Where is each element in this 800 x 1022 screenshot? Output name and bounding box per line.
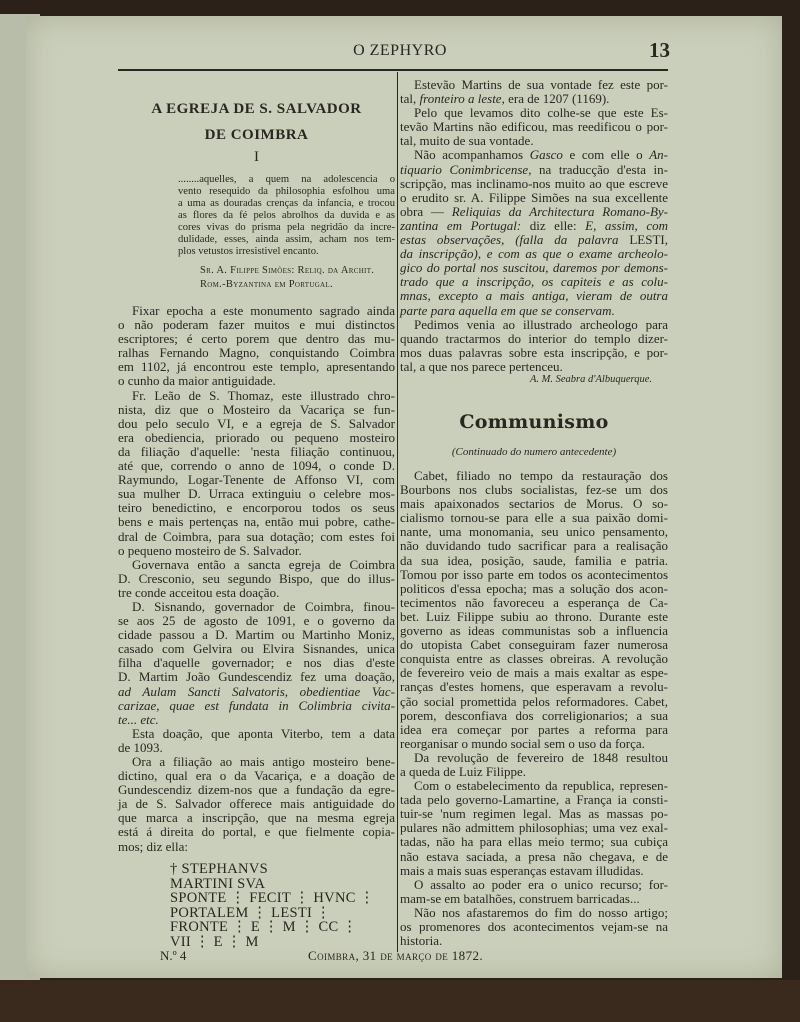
text-line: tal, muito de sua vontade. [400, 133, 534, 149]
text-line: vento resequido da philosophia esfolhou uma [178, 186, 395, 197]
paragraph [118, 304, 395, 389]
paragraph [118, 600, 395, 727]
title-line: DE COIMBRA [204, 127, 309, 143]
italic-text: E, assim, com [585, 217, 669, 233]
inscription-line: SPONTE ⋮ FECIT ⋮ HVNC ⋮ [170, 890, 375, 907]
text-line: ........aquelles, a quem na adolescencia o [178, 174, 395, 185]
text-line: cores vivas do prisma pela negridão da incre- [178, 222, 395, 233]
text-line: tuir-se 'num regimen legal. Mas as massas po- [400, 806, 668, 822]
left-body [118, 304, 395, 854]
inscription [170, 862, 390, 950]
paragraph [118, 389, 395, 558]
text-line: conquista entre as classes obreiras. A revolução [400, 651, 668, 667]
italic-text: An- [649, 147, 668, 163]
italic-text: gico do portal nos suscitou, daremos por demons- [400, 260, 668, 276]
text-line: não estava saciada, a presa não chegava, e de [400, 848, 668, 864]
text-line [400, 247, 668, 261]
text-line: politicos d'essa epocha; mas a solução dos acon- [400, 580, 668, 596]
article-title [118, 96, 395, 148]
text-line: Pedimos venia ao illustrado archeologo para [414, 316, 668, 332]
text-line: obra — Reliquias da Architectura Romano-By- [400, 203, 668, 219]
text-line: nante, uma monomania, seu unico pensamento, [400, 524, 668, 540]
text-line: D. Martim João Gundescendiz fez uma doação, [118, 669, 395, 685]
text-line: as flores da fé pelos abrolhos da duvida e as [178, 210, 395, 221]
text-line: reorganisar o mundo social sem o uso da força. [400, 735, 645, 751]
title-line: A EGREJA DE S. SALVADOR [151, 101, 362, 117]
text-line: Gundescendiz dizem-nos que a fundação da egre- [118, 782, 395, 798]
text-line: de fevereiro veio de mais a mais exaltar as espe- [400, 665, 668, 681]
issue-number: N.º 4 [160, 948, 187, 963]
italic-text: te... etc. [118, 711, 159, 727]
italic-text: tiquario Conimbricense [400, 161, 529, 177]
text-line: tecimentos não favoreceu a esperança de Ca- [400, 594, 668, 610]
text-line: a uma as douradas crenças da infancia, e trocou [178, 198, 395, 209]
communismo-subtitle: (Continuado do numero antecedente) [451, 446, 617, 458]
italic-text: carizae, quae est fundata in Colimbria civita- [118, 697, 395, 713]
communismo-title: Communismo [459, 411, 609, 433]
paragraph [400, 469, 668, 751]
text-line: idea era começar por partes a reforma para [400, 721, 668, 737]
text-line: teiro benedictino, e encorporou todos os seus [118, 500, 395, 516]
text-line: mais apaixonados sectarios de Morus. O so- [400, 496, 668, 512]
text-line: bens e mais pertenças na, então mui pobre, cathe- [118, 514, 395, 530]
text-line: de 1093. [118, 739, 163, 755]
text-line: pulares não admittem philosophias; uma vez exal- [400, 820, 668, 836]
text-line: historia. [400, 933, 443, 949]
italic-text: parte para aquella em que se conservam. [400, 302, 615, 318]
text-line: da filiação d'aquelle: 'nesta filiação continuou, [118, 443, 395, 459]
text-line: que marca a inscripção, que na mesma egreja [118, 810, 395, 826]
paragraph [118, 755, 395, 854]
text-line: casado com Gelvira ou Elvira Sisnandes, unica [118, 641, 395, 657]
text-line [118, 713, 395, 727]
text-line: mos duas palavras sobre esta inscripção, e por- [400, 344, 668, 360]
publication-title: O ZEPHYRO [353, 42, 447, 59]
text-line: o pequeno mosteiro de S. Salvador. [118, 542, 302, 558]
text-line: Tomou por isso parte em todos os acontecimentos [400, 566, 668, 582]
text-line: zantina em Portugal: diz elle: E, assim, com [400, 217, 669, 233]
text-line [118, 685, 395, 699]
paragraph [178, 174, 395, 258]
text-line: plos vetustos irresistivel encanto. [178, 246, 319, 257]
text-line: em 1102, já encontrou este templo, apresentando [118, 359, 395, 375]
text-line: nista, diz que o Mosteiro da Vacariça se fun- [118, 401, 395, 417]
italic-text: da inscripção), e com as que o exame archeolo- [400, 246, 668, 262]
text-line: a queda de Luiz Filippe. [400, 763, 526, 779]
epigraph [178, 174, 395, 258]
text-line: quando tractarmos do interior do templo dizer- [400, 330, 668, 346]
italic-text: ad Aulam Sancti Salvatoris, obedientiae Vac- [118, 683, 395, 699]
text-line: era obediencia, priorado ou pequeno mosteiro [118, 429, 395, 445]
italic-text: Reliquias da Architectura Romano-By- [451, 203, 668, 219]
text-line: governo as ideas communistas sob a influencia [400, 623, 668, 639]
paragraph [400, 751, 668, 779]
text-line [400, 275, 668, 289]
text-line: ja de S. Salvador offerece mais antiguidade do [118, 796, 395, 812]
text-line: Fixar epocha a este monumento sagrado ainda [132, 303, 395, 318]
text-line [400, 289, 668, 303]
text-line: Fr. Leão de S. Thomaz, este illustrado chro- [132, 387, 395, 403]
attribution-line: Sr. A. Filippe Simões: Reliq. da Archit. [200, 265, 375, 276]
text-line: filha d'aquelle governador; e nos dias d'este [118, 655, 395, 671]
text-line: até que, correndo o anno de 1094, o conde D. [118, 458, 395, 474]
text-line: porem, desconfiava dos correligionarios; a sua [400, 707, 668, 723]
text-line: tal, fronteiro a leste, era de 1207 (1169). [400, 91, 610, 107]
italic-text: estas observações, (falla da palavra [400, 232, 630, 248]
text-line: o não poderam fazer muitos e mui distinctos [118, 317, 395, 333]
text-line: mos; diz ella: [118, 838, 189, 854]
inscription-line: MARTINI SVA [170, 875, 266, 892]
section-number: I [254, 149, 259, 165]
page-number: 13 [649, 38, 670, 62]
paragraph [400, 106, 668, 148]
text-line: escriptores; é certo porem que dentro das mu- [118, 331, 395, 347]
paragraph [118, 558, 395, 600]
left-column [118, 96, 395, 292]
text-line: tre conde acceitou esta doação. [118, 584, 280, 600]
paragraph [400, 779, 668, 878]
paragraph [400, 78, 668, 106]
text-line: ção social promettida pelos reformadores. Cabet, [400, 693, 668, 709]
inscription-line: † STEPHANVS [170, 861, 268, 877]
text-line: cidade passou a D. Martim ou Martinho Moniz, [118, 627, 395, 643]
text-line: cialismo tornou-se para elle a sua paixão domi- [400, 510, 668, 526]
text-line: Ora a filiação ao mais antigo mosteiro bene- [132, 754, 395, 769]
signature: A. M. Seabra d'Albuquerque. [529, 374, 652, 385]
text-line: se aos 25 de agosto de 1091, e o governo da [118, 613, 395, 629]
right-body [400, 78, 668, 374]
italic-text: Gasco [529, 147, 563, 163]
text-line: bet. Luiz Filippe subiu ao throno. Durante este [400, 608, 668, 624]
text-line: tada pelo governo-Lamartine, a França ia consti- [400, 792, 668, 808]
text-line: da sua idea, posição, saude, familia e patria. [400, 552, 668, 568]
text-line: do utopista Cabet conseguiram fazer numerosa [400, 637, 668, 653]
italic-text: zantina em Portugal: [400, 217, 522, 233]
text-line: Da revolução de fevereiro de 1848 resultou [414, 749, 668, 765]
text-line: dictino, qual era o da Vacariça, e a doação de [118, 768, 395, 784]
text-line: está á direita do portal, e que fielmente copia- [118, 824, 395, 840]
text-line [400, 261, 668, 275]
text-line: sua mulher D. Urraca extinguiu o celebre mos- [118, 486, 395, 502]
paragraph [400, 878, 668, 906]
text-line: dou pelo seculo VI, e a egreja de S. Salvador [118, 415, 395, 431]
text-line: Cabet, filiado no tempo da restauração dos [414, 468, 668, 483]
text-line: Estevão Martins de sua vontade fez este por- [414, 77, 668, 92]
text-line: tiquario Conimbricense, na traducção d'esta in- [400, 161, 668, 177]
text-line: mam-se em batalhões, construem barricadas... [400, 890, 640, 906]
text-line: Governava então a sancta egreja de Coimbra [132, 556, 395, 572]
text-line: Esta doação, que aponta Viterbo, tem a data [132, 725, 395, 741]
paragraph [400, 318, 668, 374]
italic-text: fronteiro a leste, [419, 91, 505, 107]
text-line [118, 699, 395, 713]
text-line: mais a mais suas esperanças estavam illudidas. [400, 862, 644, 878]
header-rule [118, 69, 668, 71]
text-line: ralhas Fernando Magno, conquistando Coimbra [118, 345, 395, 361]
text-line: estas observações, (falla da palavra LESTI, [400, 232, 668, 248]
italic-text: trado que a inscripção, os capiteis e as colu- [400, 274, 668, 290]
text-line: o erudito sr. A. Filippe Simões na sua excellente [400, 189, 668, 205]
text-line: D. Cresconio, seu segundo Bispo, que do illus- [118, 570, 395, 586]
inscription-line: FRONTE ⋮ E ⋮ M ⋮ CC ⋮ [170, 919, 358, 936]
text-line: ranças d'estes homens, que esperavam a revolu- [400, 679, 668, 695]
text-line: tadas, não ha para ellas meio termo; sua cubiça [400, 834, 668, 850]
text-line: os promenores dos acontecimentos vejam-se na [400, 919, 668, 934]
text-line: O assalto ao poder era o unico recurso; for- [414, 876, 668, 892]
text-line: dral de Coimbra, para sua dotação; com estes foi [118, 528, 395, 544]
italic-text: mnas, excepto a mais antiga, vieram de outra [400, 288, 668, 304]
dateline: Coimbra, 31 de março de 1872. [308, 948, 484, 963]
column-divider [397, 72, 398, 952]
text-line: tal, a que nos parece pertenceu. [400, 358, 563, 374]
text-line: D. Sisnando, governador de Coimbra, finou- [132, 598, 395, 614]
paragraph [400, 906, 668, 948]
text-line [400, 304, 668, 318]
communismo-body [400, 469, 668, 948]
text-line: Raymundo, Logar-Tenente de Affonso VI, com [118, 472, 395, 488]
text-line: Pelo que levamos dito colhe-se que este Es- [414, 105, 668, 121]
text-line: o cunho da maior antiguidade. [118, 373, 276, 389]
paragraph [118, 727, 395, 755]
scan-background [0, 980, 800, 1022]
text-line: tevão Martins não edificou, mas reedificou o por- [400, 119, 668, 135]
text-line: Bourbons nos clubs socialistas, fez-se um dos [400, 482, 668, 498]
text-line: Com o estabelecimento da republica, represen- [414, 778, 668, 794]
paragraph [400, 148, 668, 317]
attribution-line: Rom.-Byzantina em Portugal. [200, 279, 333, 290]
text-line: Não acompanhamos Gasco e com elle o An- [414, 147, 668, 163]
text-line: dulidade, esses, ainda assim, acham nos tem- [178, 234, 395, 245]
inscription-line: VII ⋮ E ⋮ M [170, 933, 259, 950]
text-line: não duvidando tudo sacrificar para a realisação [400, 538, 668, 554]
epigraph-attribution [200, 264, 395, 292]
inscription-line: PORTALEM ⋮ LESTI ⋮ [170, 904, 331, 921]
text-line: scripção, mas inclinamo-nos muito ao que escreve [400, 175, 668, 191]
text-line: Não nos afastaremos do fim do nosso artigo; [414, 904, 668, 920]
